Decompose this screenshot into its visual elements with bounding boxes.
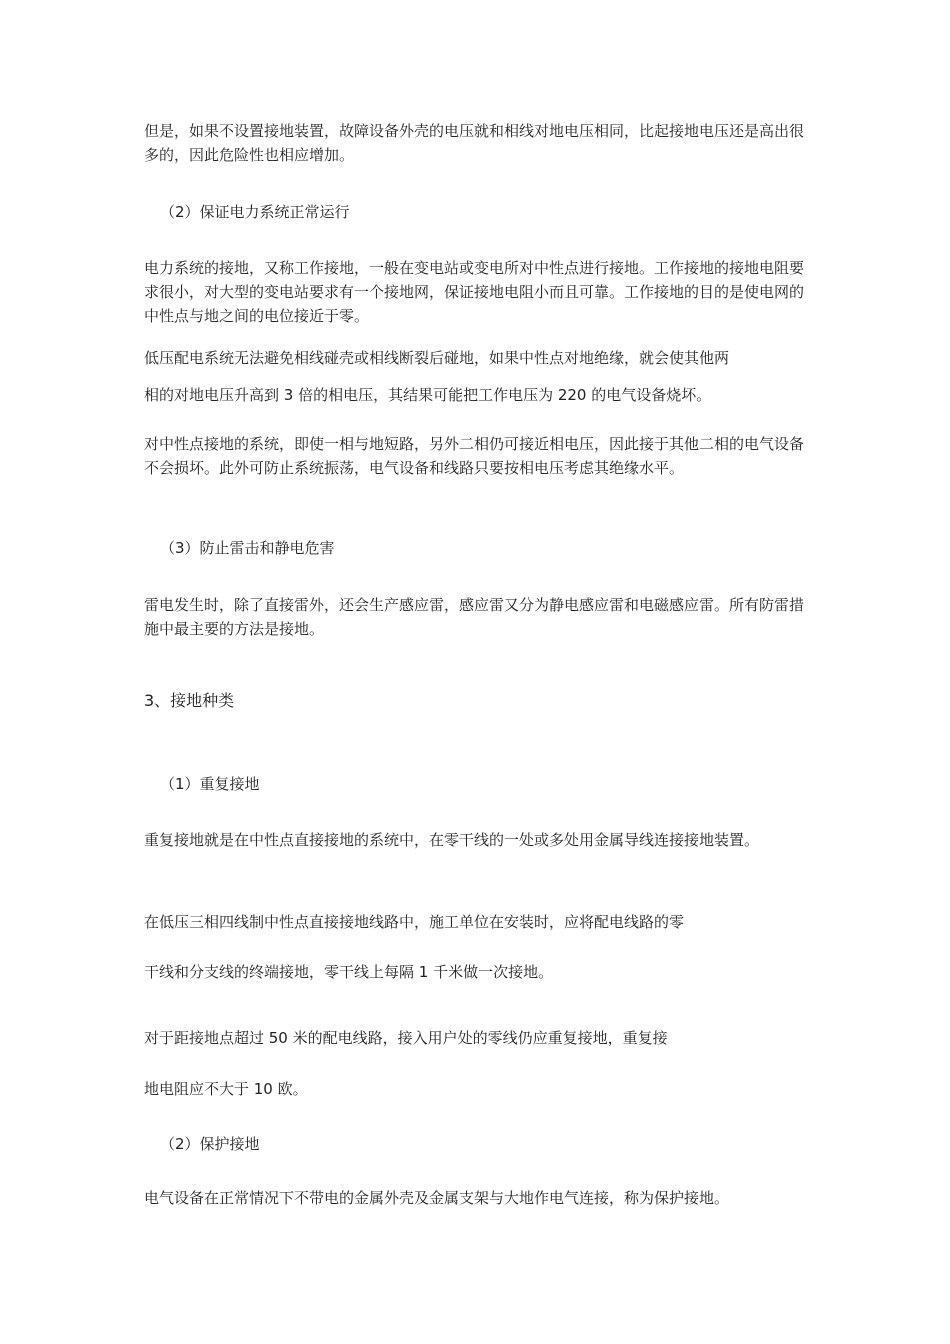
section-heading-grounding-types: 3、接地种类 bbox=[144, 691, 235, 710]
subheading-normal-operation: （2）保证电力系统正常运行 bbox=[160, 203, 350, 221]
paragraph-repeated-grounding: 重复接地就是在中性点直接接地的系统中，在零干线的一处或多处用金属导线连接接地装置。 bbox=[144, 831, 760, 849]
subheading-protective-grounding: （2）保护接地 bbox=[160, 1135, 260, 1153]
paragraph-grounding-danger: 但是，如果不设置接地装置，故障设备外壳的电压就和相线对地电压相同，比起接地电压还是高出很多的，因此危险性也相应增加。 bbox=[144, 122, 805, 164]
paragraph-lightning: 雷电发生时，除了直接雷外，还会生产感应雷，感应雷又分为静电感应雷和电磁感应雷。所有防雷措施中最主要的方法是接地。 bbox=[144, 596, 805, 638]
paragraph-three-phase-line1: 在低压三相四线制中性点直接接地线路中，施工单位在安装时，应将配电线路的零 bbox=[144, 913, 685, 931]
subheading-repeated-grounding: （1）重复接地 bbox=[160, 775, 260, 793]
paragraph-low-voltage-line1: 低压配电系统无法避免相线碰壳或相线断裂后碰地，如果中性点对地绝缘，就会使其他两 bbox=[144, 349, 730, 367]
paragraph-low-voltage-line2: 相的对地电压升高到 3 倍的相电压，其结果可能把工作电压为 220 的电气设备烧坏。 bbox=[144, 386, 712, 404]
paragraph-working-grounding: 电力系统的接地，又称工作接地，一般在变电站或变电所对中性点进行接地。工作接地的接地电阻要求很小，对大型的变电站要求有一个接地网，保证接地电阻小而且可靠。工作接地的目的是使电网的中性点与地之间的电位接近于零。 bbox=[144, 259, 805, 325]
paragraph-protective-grounding: 电气设备在正常情况下不带电的金属外壳及金属支架与大地作电气连接，称为保护接地。 bbox=[144, 1189, 730, 1207]
paragraph-neutral-grounding: 对中性点接地的系统，即使一相与地短路，另外二相仍可接近相电压，因此接于其他二相的电气设备不会损坏。此外可防止系统振荡，电气设备和线路只要按相电压考虑其绝缘水平。 bbox=[144, 435, 805, 477]
paragraph-three-phase-line2: 干线和分支线的终端接地，零干线上每隔 1 千米做一次接地。 bbox=[144, 963, 554, 981]
paragraph-distance-line2: 地电阻应不大于 10 欧。 bbox=[144, 1080, 308, 1098]
subheading-lightning-static: （3）防止雷击和静电危害 bbox=[160, 539, 335, 557]
paragraph-distance-line1: 对于距接地点超过 50 米的配电线路，接入用户处的零线仍应重复接地，重复接 bbox=[144, 1029, 668, 1047]
